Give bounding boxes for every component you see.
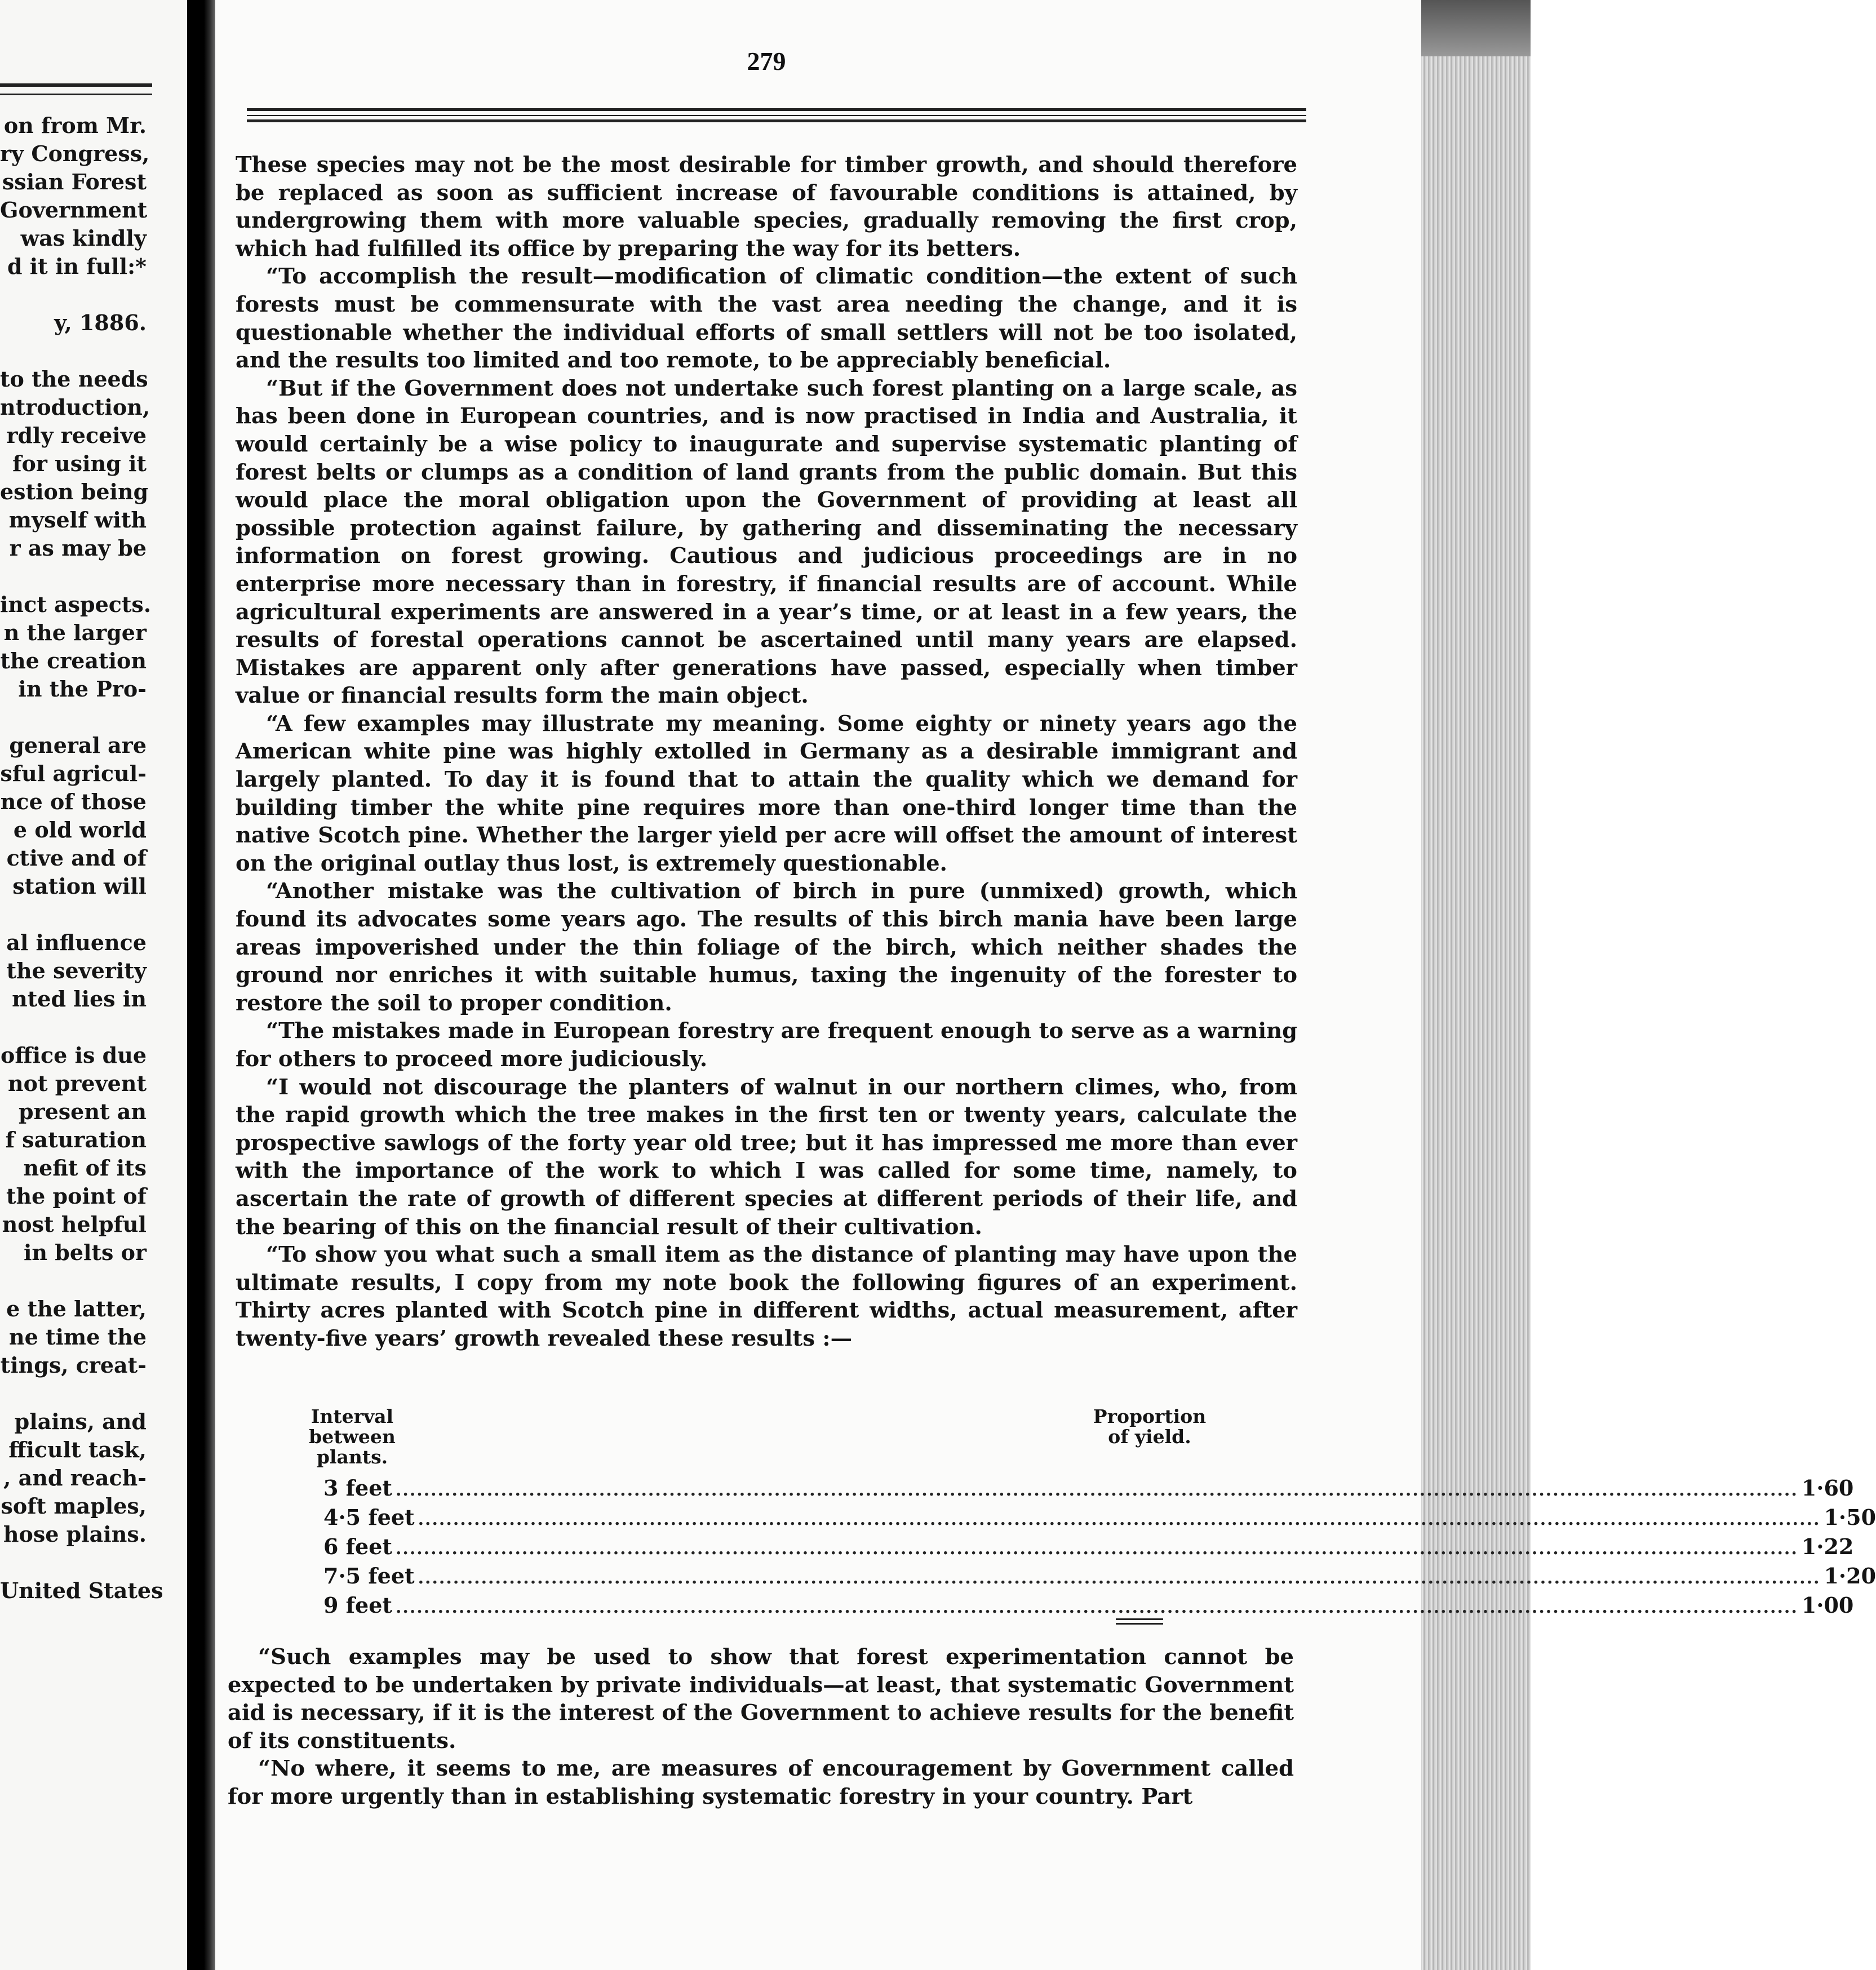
facing-page-line: the severity [6, 958, 147, 983]
header-rule-middle [247, 115, 1306, 116]
facing-page-line: rdly receive [6, 423, 147, 448]
leader-dots: ........................................................................................................................................................................................................ [395, 1539, 1798, 1559]
facing-page-line: sful agricul- [0, 761, 147, 786]
paragraph: “But if the Government does not undertake such forest planting on a large scale, as has been done in European countries, and is now practised in India and Australia, it would certainly be a wise policy to inaugurate and supervise systematic planting of forest belts or clumps as a condition of land grants from the public domain. But this would place the moral obligation upon the Government of providing at least all possible protection against failure, by gathering and disseminating the necessary information on forest growing. Cautious and judicious proceedings are in no enterprise more necessary than in forestry, if financial results are of account. While agricultural experiments are answered in a year’s time, or at least in a few years, the results of forestal operations cannot be ascertained until many years are elapsed. Mistakes are apparent only after generations have passed, especially when timber value or financial results form the main object. [236, 375, 1297, 709]
yield-cell: 1·20 [1824, 1563, 1876, 1589]
facing-page-line: r as may be [9, 535, 147, 561]
facing-page-line: e old world [13, 817, 147, 842]
leader-dots: ........................................................................................................................................................................................................ [418, 1568, 1821, 1588]
facing-page-line: ssian Forest [2, 169, 147, 194]
paragraph: “A few examples may illustrate my meaning. Some eighty or ninety years ago the American white pine was highly extolled in Germany as a desirable immigrant and largely planted. To day it is found that to attain the quality which we demand for building timber the white pine requires more than one-third longer time than the native Scotch pine. Whether the larger yield per acre will offset the amount of interest on the original outlay thus lost, is extremely questionable. [236, 711, 1297, 876]
body-text-upper [236, 151, 1297, 1353]
facing-page-line: estion being [0, 479, 149, 504]
facing-page-line: fficult task, [8, 1437, 147, 1462]
interval-cell: 3 feet [323, 1475, 392, 1501]
facing-page-rule [0, 83, 152, 87]
facing-page-line: al influence [6, 930, 147, 955]
interval-cell: 7·5 feet [323, 1563, 415, 1589]
table-row [323, 1534, 1854, 1562]
yield-cell: 1·22 [1801, 1534, 1854, 1559]
facing-page-line: nost helpful [2, 1212, 147, 1237]
header-rule-top [247, 108, 1306, 111]
header-line: between plants. [309, 1426, 396, 1468]
paragraph: “No where, it seems to me, are measures of encouragement by Government called for more urgently than in establishing systematic forestry in your country. Part [228, 1756, 1294, 1809]
facing-page-line: nted lies in [12, 986, 147, 1011]
paragraph: “The mistakes made in European forestry are frequent enough to serve as a warning for others to proceed more judiciously. [236, 1018, 1297, 1072]
table-row [323, 1592, 1854, 1621]
facing-page-line: e the latter, [6, 1296, 147, 1321]
paragraph: “To show you what such a small item as the distance of planting may have upon the ultimate results, I copy from my note book the following figures of an experiment. Thirty acres planted with Scotch pine in different widths, actual measurement, after twenty-five years’ growth revealed these results :— [236, 1242, 1297, 1351]
paragraph: “To accomplish the result—modification of climatic condition—the extent of such forests must be commensurate with the vast area needing the change, and it is questionable whether the individual efforts of small settlers will not be too isolated, and the results too limited and too remote, to be appreciably beneficial. [236, 264, 1297, 374]
facing-page-line: on from Mr. [3, 113, 147, 138]
facing-page-line: general are [9, 733, 147, 758]
facing-page-line: tings, creat- [0, 1352, 147, 1378]
interval-cell: 4·5 feet [323, 1505, 415, 1530]
facing-page-line: ntroduction, [0, 394, 150, 420]
facing-page-line: hose plains. [3, 1521, 147, 1547]
facing-page-line: in belts or [23, 1240, 147, 1265]
facing-page-line: d it in full:* [7, 254, 147, 279]
facing-page-line: ctive and of [6, 845, 147, 871]
facing-page-line: inct aspects. [0, 592, 152, 617]
leader-dots: ........................................................................................................................................................................................................ [395, 1480, 1798, 1500]
facing-page-line: ry Congress, [0, 141, 150, 166]
table-col-header-yield [1088, 1406, 1212, 1447]
facing-page-line: was kindly [20, 225, 147, 251]
yield-cell: 1·50 [1824, 1505, 1876, 1530]
table-row [323, 1563, 1876, 1591]
paragraph: “I would not discourage the planters of walnut in our northern climes, who, from the rapid growth which the tree makes in the first ten or twenty years, calculate the prospective sawlogs of the forty year old tree; but it has impressed me more than ever with the importance of the work to which I was called for some time, namely, to ascertain the rate of growth of different species at different periods of their life, and the bearing of this on the financial result of their cultivation. [236, 1074, 1297, 1240]
facing-page-line: the point of [6, 1183, 147, 1209]
header-line: Proportion [1093, 1405, 1207, 1427]
table-col-header-interval [282, 1406, 423, 1467]
facing-page-line: y, 1886. [54, 310, 147, 335]
facing-page-line: f saturation [5, 1127, 147, 1152]
facing-page-fragment [0, 0, 187, 1970]
interval-cell: 9 feet [323, 1592, 392, 1618]
facing-page-line: , and reach- [3, 1465, 147, 1490]
facing-page-line: office is due [1, 1042, 147, 1068]
yield-cell: 1·00 [1801, 1592, 1854, 1618]
facing-page-line: myself with [8, 507, 147, 533]
leader-dots: ........................................................................................................................................................................................................ [418, 1510, 1821, 1529]
interval-cell: 6 feet [323, 1534, 392, 1559]
facing-page-line: station will [12, 873, 147, 899]
header-rule-bottom [247, 119, 1306, 122]
page-number: 279 [747, 47, 786, 76]
yield-cell: 1·60 [1801, 1475, 1854, 1501]
paragraph: “Another mistake was the cultivation of birch in pure (unmixed) growth, which found its advocates some years ago. The results of this birch mania have been large areas impoverished under the thin foliage of the birch, which neither shades the ground nor enriches it with suitable humus, taxing the ingenuity of the forester to restore the soil to proper condition. [236, 878, 1297, 1016]
facing-page-line: the creation [0, 648, 147, 673]
facing-page-line: soft maples, [1, 1493, 147, 1519]
header-line: Interval [311, 1405, 394, 1427]
page-edges [1421, 0, 1531, 1970]
facing-page-line: present an [19, 1099, 147, 1124]
table-total-rule [1116, 1623, 1163, 1625]
facing-page-line: ne time the [9, 1324, 147, 1350]
paragraph: “Such examples may be used to show that forest experimentation cannot be expected to be undertaken by private individuals—at least, that systematic Government aid is necessary, if it is the interest of the Government to achieve results for the benefit of its constituents. [228, 1644, 1294, 1754]
table-total-rule [1116, 1618, 1163, 1620]
facing-page-line: plains, and [14, 1409, 147, 1434]
facing-page-line: not prevent [8, 1071, 147, 1096]
facing-page-line: nefit of its [23, 1155, 147, 1181]
table-row [323, 1475, 1854, 1503]
facing-page-rule [0, 94, 152, 95]
book-gutter [187, 0, 215, 1970]
paragraph: These species may not be the most desirable for timber growth, and should therefore be replaced as soon as sufficient increase of favourable conditions is attained, by undergrowing them with more valuable species, gradually removing the first crop, which had fulfilled its office by preparing the way for its betters. [236, 152, 1297, 261]
facing-page-line: for using it [12, 451, 147, 476]
facing-page-line: nce of those [0, 789, 147, 814]
facing-page-line: in the Pro- [18, 676, 147, 702]
header-line: of yield. [1108, 1426, 1191, 1448]
facing-page-line: n the larger [3, 620, 147, 645]
facing-page-line: to the needs [0, 366, 148, 392]
body-text-lower [228, 1643, 1294, 1811]
table-row [323, 1505, 1876, 1533]
facing-page-line: Government [0, 197, 148, 223]
facing-page-line: United States [0, 1578, 163, 1603]
leader-dots: ........................................................................................................................................................................................................ [395, 1598, 1798, 1617]
